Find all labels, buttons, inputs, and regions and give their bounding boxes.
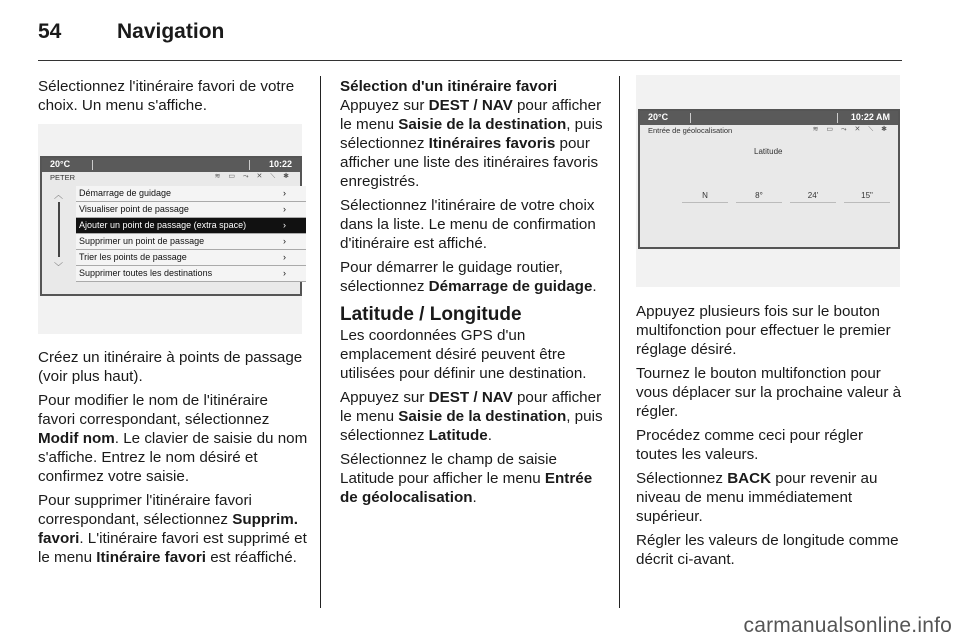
screen-image-route-menu bbox=[38, 124, 302, 334]
ui-term: Saisie de la destination bbox=[398, 408, 567, 425]
temperature-readout: 20°C bbox=[648, 112, 669, 122]
latitude-minutes-field[interactable]: 24' bbox=[790, 191, 836, 203]
status-bar bbox=[640, 111, 898, 125]
screen-title-bar bbox=[42, 172, 300, 183]
ui-term: DEST / NAV bbox=[428, 389, 513, 406]
text-run: est réaffiché. bbox=[206, 549, 297, 566]
scrollbar[interactable] bbox=[54, 188, 66, 273]
chevron-right-icon: › bbox=[283, 252, 286, 262]
column-2 bbox=[340, 77, 606, 512]
chevron-right-icon: › bbox=[283, 220, 286, 230]
col2-paragraph-6 bbox=[340, 450, 606, 507]
col1-paragraph-3 bbox=[38, 491, 308, 567]
text-run: . Le clavier de saisie du nom s'affiche. Entrez le nom désiré et confirmez votre saisie. bbox=[38, 430, 308, 485]
menu-item-label: Démarrage de guidage bbox=[79, 188, 172, 198]
col3-paragraph-3: Procédez comme ceci pour régler toutes les valeurs. bbox=[636, 427, 864, 463]
col2-paragraph-1 bbox=[340, 96, 606, 191]
menu-item-label: Supprimer un point de passage bbox=[79, 236, 205, 246]
screen-title: PETER bbox=[50, 173, 76, 182]
ui-term: Démarrage de guidage bbox=[428, 278, 593, 295]
text-run: . bbox=[592, 278, 597, 295]
text-run: . bbox=[487, 427, 492, 444]
text-run: Pour modifier le nom de l'itinéraire favori correspondant, sélectionnez bbox=[38, 392, 270, 428]
ui-term: Saisie de la destination bbox=[398, 116, 567, 133]
col2-paragraph-5 bbox=[340, 388, 606, 445]
col2-paragraph-2: Sélectionnez l'itinéraire de votre choix dans la liste. Le menu de confirmation d'itinéraire est affiché. bbox=[340, 197, 596, 252]
text-run: Appuyez sur bbox=[340, 389, 429, 406]
screen-display bbox=[638, 109, 900, 249]
chevron-right-icon: › bbox=[283, 188, 286, 198]
status-separator bbox=[92, 160, 93, 170]
text-run: . L'itinéraire favori est supprimé et le menu bbox=[38, 530, 307, 566]
text-run: pour afficher le menu bbox=[340, 97, 602, 133]
screen-title: Entrée de géolocalisation bbox=[648, 126, 733, 135]
ui-term: Entrée de géolocalisation bbox=[340, 470, 593, 506]
menu-item-label: Supprimer toutes les destinations bbox=[79, 268, 213, 278]
ui-term: Latitude bbox=[428, 427, 488, 444]
section-title: Navigation bbox=[117, 20, 225, 43]
menu-item-view-waypoint[interactable] bbox=[76, 202, 306, 218]
menu-item-label: Ajouter un point de passage (extra space) bbox=[79, 220, 247, 230]
text-run: Sélectionnez bbox=[636, 470, 728, 487]
col3-paragraph-1: Appuyez plusieurs fois sur le bouton multifonction pour effectuer le premier réglage désiré. bbox=[636, 303, 891, 358]
col3-paragraph-2: Tournez le bouton multifonction pour vous déplacer sur la prochaine valeur à régler. bbox=[636, 365, 902, 420]
clock-readout: 10:22 bbox=[268, 159, 292, 169]
screen-display bbox=[40, 156, 302, 296]
col1-intro: Sélectionnez l'itinéraire favori de votre choix. Un menu s'affiche. bbox=[38, 78, 295, 114]
latitude-hemisphere-field[interactable]: N bbox=[682, 191, 728, 203]
chevron-right-icon: › bbox=[283, 236, 286, 246]
section-heading: Latitude / Longitude bbox=[340, 304, 522, 325]
status-separator bbox=[837, 113, 838, 123]
subsection-heading: Sélection d'un itinéraire favori bbox=[340, 78, 558, 95]
ui-term: BACK bbox=[727, 470, 772, 487]
text-run: pour afficher le menu bbox=[340, 389, 602, 425]
chevron-right-icon: › bbox=[283, 268, 286, 278]
col1-paragraph-2 bbox=[38, 391, 308, 486]
page-header bbox=[38, 18, 902, 58]
column-1-lower bbox=[38, 348, 308, 572]
latitude-seconds-field[interactable]: 15" bbox=[844, 191, 890, 203]
screen-image-geolocation bbox=[636, 75, 900, 287]
menu-item-start-guidance[interactable] bbox=[76, 186, 306, 202]
menu-item-delete-all-destinations[interactable] bbox=[76, 266, 306, 282]
menu-item-sort-waypoints[interactable] bbox=[76, 250, 306, 266]
status-icons: ≋ ▭ ⤳ ✕ ⟍ ✱ bbox=[214, 173, 292, 180]
temperature-readout: 20°C bbox=[50, 159, 71, 169]
status-separator bbox=[249, 160, 250, 170]
text-run: Sélectionnez le champ de saisie Latitude pour afficher le menu bbox=[340, 451, 557, 487]
header-rule bbox=[38, 60, 902, 61]
page-number: 54 bbox=[38, 20, 62, 43]
col2-paragraph-3 bbox=[340, 258, 606, 296]
ui-term: DEST / NAV bbox=[428, 97, 513, 114]
latitude-label: Latitude bbox=[754, 147, 783, 156]
status-separator bbox=[690, 113, 691, 123]
text-run: , puis sélectionnez bbox=[340, 408, 603, 444]
menu-item-delete-waypoint[interactable] bbox=[76, 234, 306, 250]
text-run: Pour démarrer le guidage routier, sélectionnez bbox=[340, 259, 563, 295]
col3-paragraph-4 bbox=[636, 469, 904, 526]
ui-term: Itinéraire favori bbox=[96, 549, 206, 566]
route-menu-list bbox=[76, 186, 306, 282]
menu-item-label: Visualiser point de passage bbox=[79, 204, 189, 214]
chevron-down-icon[interactable]: ﹀ bbox=[54, 262, 64, 272]
status-bar bbox=[42, 158, 300, 172]
ui-term: Supprim. favori bbox=[38, 511, 299, 547]
text-run: pour revenir au niveau de menu immédiatement supérieur. bbox=[636, 470, 878, 525]
col2-paragraph-4: Les coordonnées GPS d'un emplacement désiré peuvent être utilisées pour définir une destination. bbox=[340, 327, 587, 382]
menu-item-label: Trier les points de passage bbox=[79, 252, 187, 262]
latitude-degrees-field[interactable]: 8° bbox=[736, 191, 782, 203]
screen-title-bar bbox=[640, 125, 898, 136]
scroll-track[interactable] bbox=[58, 202, 60, 257]
column-1 bbox=[38, 77, 308, 120]
column-divider-2 bbox=[619, 76, 620, 608]
chevron-right-icon: › bbox=[283, 204, 286, 214]
col3-paragraph-5: Régler les valeurs de longitude comme décrit ci-avant. bbox=[636, 532, 899, 568]
watermark: carmanualsonline.info bbox=[743, 614, 952, 637]
col1-paragraph-1: Créez un itinéraire à points de passage (voir plus haut). bbox=[38, 349, 303, 385]
text-run: . bbox=[472, 489, 477, 506]
column-3 bbox=[636, 302, 904, 574]
column-divider-1 bbox=[320, 76, 321, 608]
text-run: Appuyez sur bbox=[340, 97, 429, 114]
clock-readout: 10:22 AM bbox=[850, 112, 890, 122]
chevron-up-icon[interactable]: ︿ bbox=[54, 190, 64, 200]
menu-item-add-waypoint[interactable] bbox=[76, 218, 306, 234]
text-run: , puis sélectionnez bbox=[340, 116, 603, 152]
ui-term: Itinéraires favoris bbox=[428, 135, 556, 152]
text-run: pour afficher une liste des itinéraires favoris enregistrés. bbox=[340, 135, 599, 190]
ui-term: Modif nom bbox=[38, 430, 115, 447]
text-run: Pour supprimer l'itinéraire favori correspondant, sélectionnez bbox=[38, 492, 252, 528]
status-icons: ≋ ▭ ⤳ ✕ ⟍ ✱ bbox=[812, 126, 890, 133]
